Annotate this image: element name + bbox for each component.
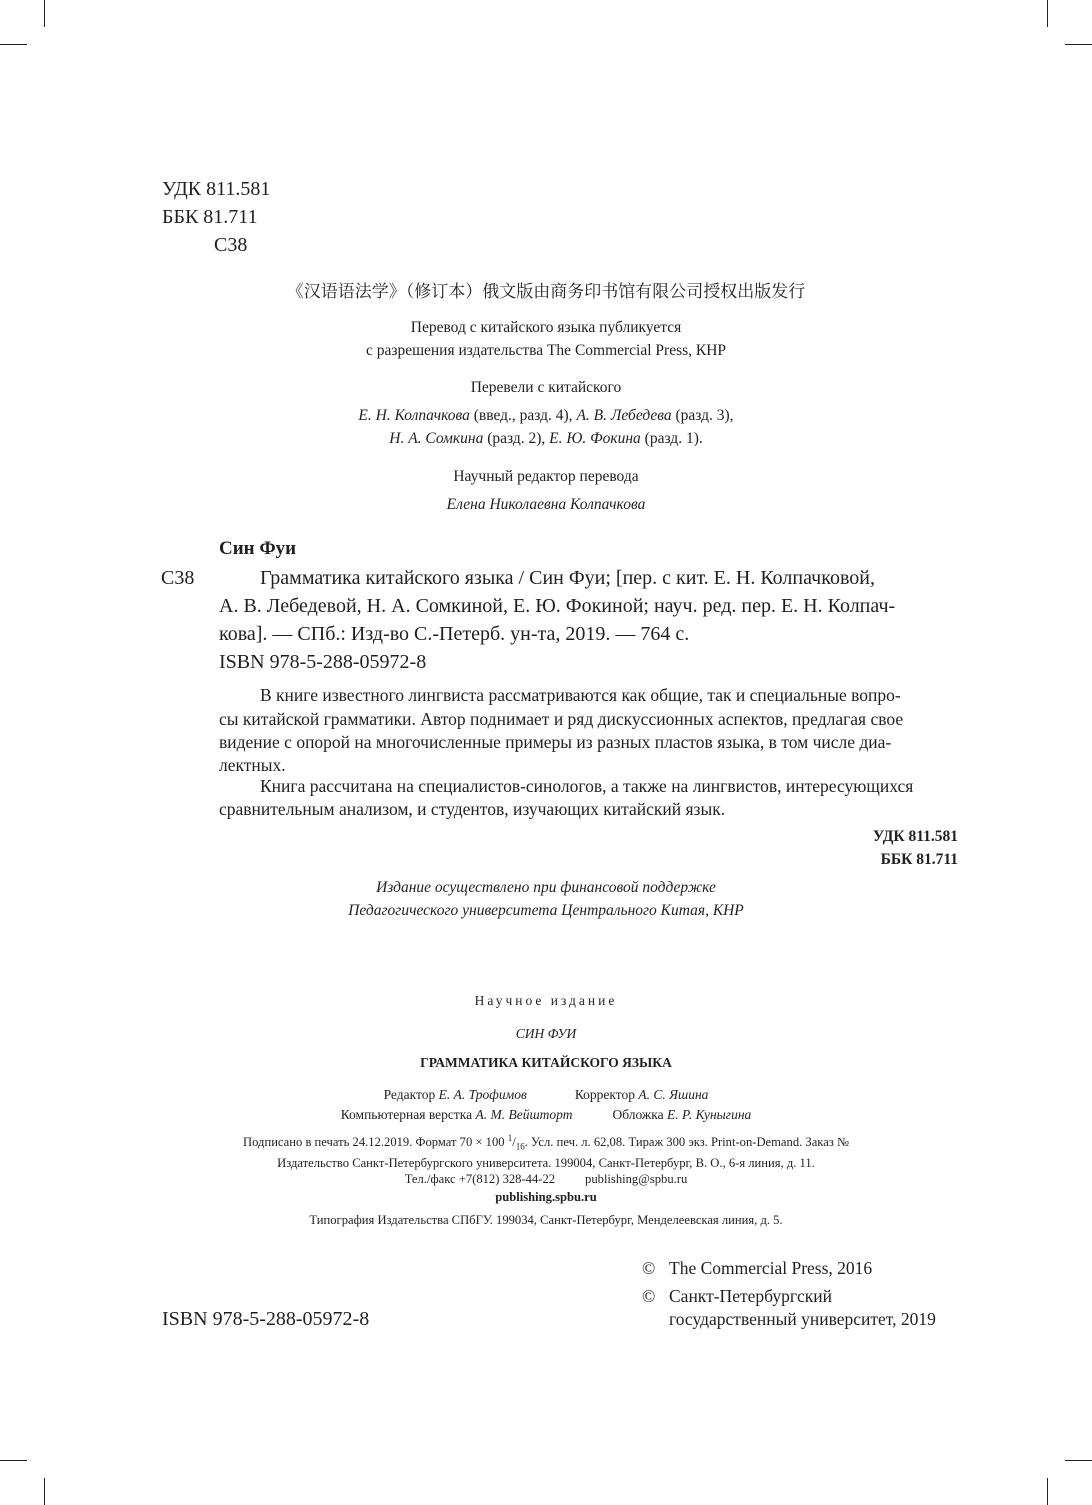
copyright-commercial-press: The Commercial Press, 2016 xyxy=(669,1258,873,1278)
translator-part: (разд. 2), xyxy=(483,430,550,447)
editor-name: Е. А. Трофимов xyxy=(438,1087,527,1102)
bbk-code: ББК 81.711 xyxy=(162,206,258,228)
translator-name: Н. А. Сомкина xyxy=(389,430,484,447)
print-details-a: Подписано в печать 24.12.2019. Формат 70 × 100 xyxy=(243,1135,508,1150)
annotation-p1-line2: сы китайской грамматики. Автор поднимает и ряд дискуссионных аспектов, предлагая свое xyxy=(219,709,904,729)
copyright-spbu-line2: государственный университет, 2019 xyxy=(669,1309,936,1329)
print-details: Подписано в печать 24.12.2019. Формат 70 × 100 $^1/_{16}$. Усл. печ. л. 62,08. Тираж 300 экз. Print-on-Demand. Заказ № xyxy=(243,1133,849,1152)
corrector-label: Корректор xyxy=(574,1087,639,1102)
publisher-phone: Тел./факс +7(812) 328-44-22 xyxy=(404,1172,556,1186)
catalog-isbn: ISBN 978-5-288-05972-8 xyxy=(219,651,427,673)
translators-heading: Перевели с китайского xyxy=(470,379,622,396)
catalog-line1: Грамматика китайского языка / Син Фуи; [пер. с кит. Е. Н. Колпачковой, xyxy=(260,567,875,589)
staff-line2 xyxy=(0,1105,1092,1124)
translation-notice-line1: Перевод с китайского языка публикуется xyxy=(410,319,682,336)
copyright-spbu-line1: Санкт-Петербургский xyxy=(669,1286,833,1306)
publisher-email[interactable]: publishing@spbu.ru xyxy=(585,1172,688,1186)
scientific-editor-name: Елена Николаевна Колпачкова xyxy=(446,496,646,513)
corrector-name: А. С. Яшина xyxy=(638,1087,709,1102)
publisher-site[interactable]: publishing.spbu.ru xyxy=(495,1190,597,1204)
edition-type: Научное издание xyxy=(474,993,618,1008)
layout-name: А. М. Вейшторт xyxy=(475,1107,573,1122)
author-mark: С38 xyxy=(214,234,248,256)
cover-label: Обложка xyxy=(612,1107,667,1122)
imprint-title: ГРАММАТИКА КИТАЙСКОГО ЯЗЫКА xyxy=(420,1055,672,1070)
crop-mark xyxy=(0,44,27,45)
udk-code: УДК 811.581 xyxy=(162,178,271,200)
isbn-bottom: ISBN 978-5-288-05972-8 xyxy=(162,1308,370,1330)
publisher-address: Издательство Санкт-Петербургского университета. 199004, Санкт-Петербург, В. О., 6-я линия, д. 11. xyxy=(277,1156,815,1170)
translator-part: (разд. 3), xyxy=(671,407,734,424)
copyright-symbol: © xyxy=(642,1286,656,1306)
format-fraction-den: 16 xyxy=(515,1141,525,1152)
format-fraction-num: 1 xyxy=(507,1133,513,1143)
publisher-contacts xyxy=(0,1170,1092,1188)
chinese-notice: 《汉语语法学》（修订本）俄文版由商务印书馆有限公司授权出版发行 xyxy=(286,282,806,302)
crop-mark xyxy=(44,1478,45,1505)
translators-line2 xyxy=(0,428,1092,450)
translators-line1 xyxy=(0,405,1092,427)
scientific-editor-heading: Научный редактор перевода xyxy=(453,468,639,485)
support-line1: Издание осуществлено при финансовой поддержке xyxy=(376,879,716,896)
staff-line1 xyxy=(0,1085,1092,1104)
crop-mark xyxy=(0,1460,27,1461)
catalog-author: Син Фуи xyxy=(219,538,297,559)
print-details-b: . Усл. печ. л. 62,08. Тираж 300 экз. Print-on-Demand. Заказ № xyxy=(524,1135,849,1150)
cover-name: Е. Р. Куныгина xyxy=(666,1107,752,1122)
editor-label: Редактор xyxy=(383,1087,439,1102)
support-line2: Педагогического университета Центрального Китая, КНР xyxy=(348,902,744,919)
translation-notice-line2: с разрешения издательства The Commercial Press, КНР xyxy=(365,342,727,359)
bbk-code-right: ББК 81.711 xyxy=(880,851,958,868)
typography-address: Типография Издательства СПбГУ. 199034, Санкт-Петербург, Менделеевская линия, д. 5. xyxy=(309,1213,783,1227)
annotation-p2-line1: Книга рассчитана на специалистов-синологов, а также на лингвистов, интересующихся xyxy=(260,776,914,796)
annotation-p1-line1: В книге известного лингвиста рассматриваются как общие, так и специальные вопро- xyxy=(260,685,901,705)
crop-mark xyxy=(44,0,45,27)
crop-mark xyxy=(1047,1478,1048,1505)
crop-mark xyxy=(1047,0,1048,27)
translator-part: (введ., разд. 4), xyxy=(469,407,577,424)
layout-label: Компьютерная верстка xyxy=(340,1107,476,1122)
translator-name: А. В. Лебедева xyxy=(576,407,672,424)
translator-name: Е. Н. Колпачкова xyxy=(358,407,470,424)
udk-code-right: УДК 811.581 xyxy=(872,828,958,845)
translator-name: Е. Ю. Фокина xyxy=(549,430,641,447)
catalog-line2: А. В. Лебедевой, Н. А. Сомкиной, Е. Ю. Фокиной; науч. ред. пер. Е. Н. Колпач- xyxy=(219,595,896,617)
annotation-p2-line2: сравнительным анализом, и студентов, изучающих китайский язык. xyxy=(219,799,726,819)
translator-part: (разд. 1). xyxy=(640,430,703,447)
catalog-mark: С38 xyxy=(161,567,195,589)
copyright-symbol: © xyxy=(642,1258,656,1278)
annotation-p1-line3: видение с опорой на многочисленные примеры из разных пластов языка, в том числе диа- xyxy=(219,732,892,752)
imprint-author: СИН ФУИ xyxy=(515,1026,577,1041)
crop-mark xyxy=(1065,44,1092,45)
annotation-p1-line4: лектных. xyxy=(219,755,286,775)
catalog-line3: кова]. — СПб.: Изд-во С.-Петерб. ун-та, 2019. — 764 с. xyxy=(219,623,690,645)
crop-mark xyxy=(1065,1460,1092,1461)
